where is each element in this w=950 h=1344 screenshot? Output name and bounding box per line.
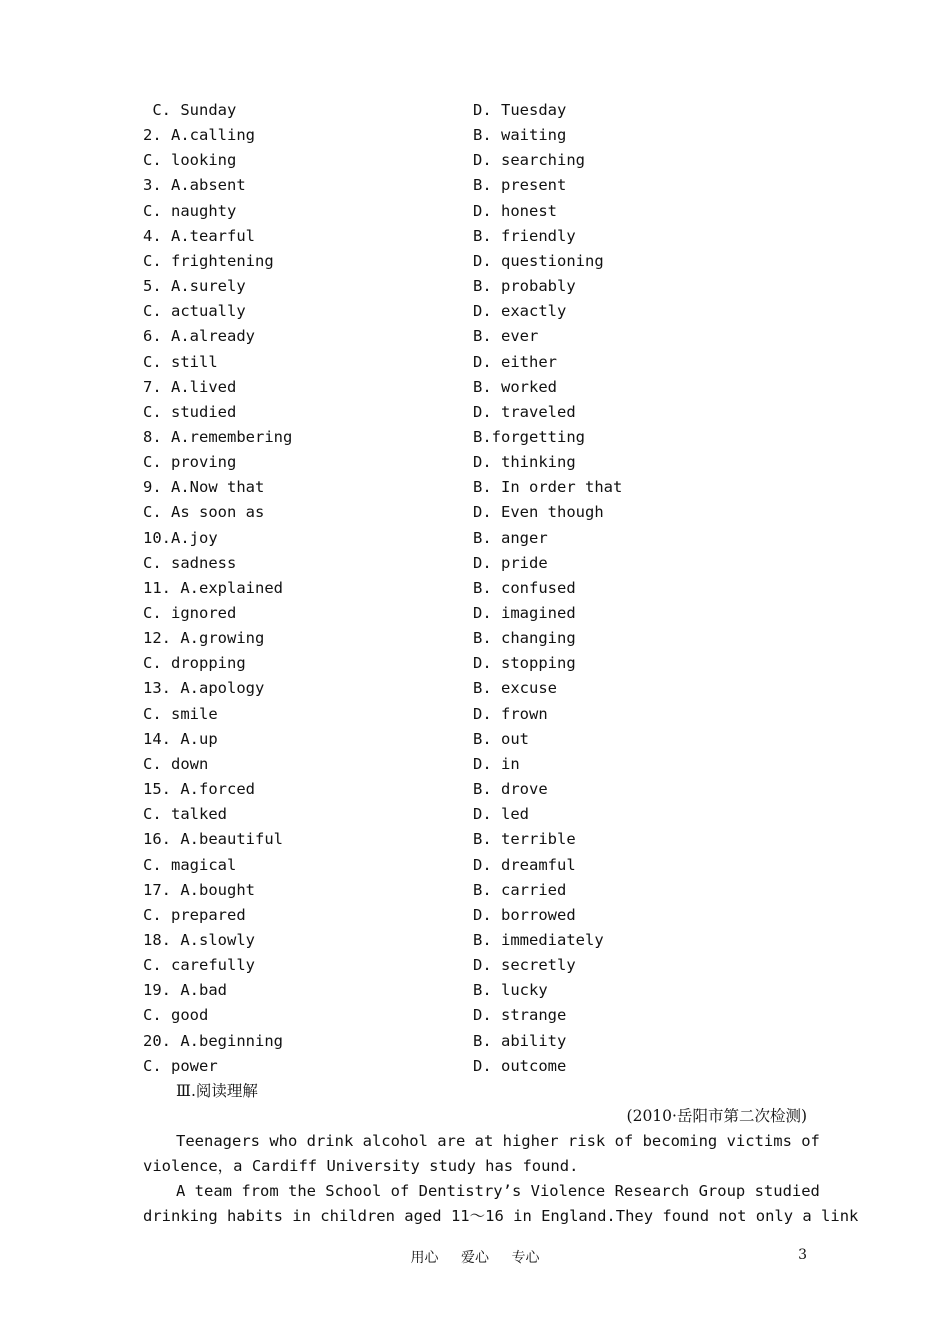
option-row <box>143 978 823 1003</box>
option-left: 8. A.remembering <box>143 427 293 446</box>
option-right: B. waiting <box>473 126 567 145</box>
option-left: C. looking <box>143 151 237 170</box>
option-right: D. stopping <box>473 654 576 673</box>
option-right: B. anger <box>473 528 548 547</box>
option-row <box>143 400 823 425</box>
option-right: B. present <box>473 176 567 195</box>
option-row <box>143 450 823 475</box>
option-row <box>143 601 823 626</box>
option-row <box>143 551 823 576</box>
option-left: C. proving <box>143 453 237 472</box>
passage-line-2: violence，a Cardiff University study has found. <box>143 1157 579 1175</box>
option-left: 9. A.Now that <box>143 478 265 497</box>
option-left: C. power <box>143 1056 218 1075</box>
option-right: B. carried <box>473 880 567 899</box>
option-left: 20. A.beginning <box>143 1031 283 1050</box>
option-row <box>143 576 823 601</box>
option-right: B. drove <box>473 780 548 799</box>
footer-motto: 用心 爱心 专心 <box>410 1250 540 1266</box>
option-row <box>143 375 823 400</box>
option-row <box>143 224 823 249</box>
option-row <box>143 199 823 224</box>
option-left: 13. A.apology <box>143 679 265 698</box>
option-row <box>143 299 823 324</box>
option-right: D. Tuesday <box>473 101 567 119</box>
option-left: C. Sunday <box>143 101 237 119</box>
option-left: C. carefully <box>143 956 255 975</box>
option-right: B. excuse <box>473 679 557 698</box>
option-row <box>143 928 823 953</box>
option-row <box>143 274 823 299</box>
option-left: C. As soon as <box>143 503 265 522</box>
option-right: B. out <box>473 729 529 748</box>
option-left: C. dropping <box>143 654 246 673</box>
option-row <box>143 953 823 978</box>
option-left: C. down <box>143 754 209 773</box>
option-left: 4. A.tearful <box>143 226 255 245</box>
option-right: D. thinking <box>473 453 576 472</box>
option-right: B. probably <box>473 277 576 296</box>
option-right: D. honest <box>473 201 557 220</box>
option-left: C. ignored <box>143 604 237 622</box>
option-right: D. strange <box>473 1006 567 1025</box>
option-row <box>143 1029 823 1054</box>
passage-line-4: drinking habits in children aged 11～16 in England.They found not only a link <box>143 1207 859 1225</box>
option-row <box>143 475 823 500</box>
option-row <box>143 324 823 349</box>
option-left: 3. A.absent <box>143 176 246 195</box>
option-row <box>143 777 823 802</box>
option-left: C. smile <box>143 704 218 723</box>
option-right: B. confused <box>473 578 576 597</box>
option-left: 12. A.growing <box>143 629 265 648</box>
option-row <box>143 676 823 701</box>
option-right: D. dreamful <box>473 855 576 874</box>
option-row <box>143 123 823 148</box>
option-left: 5. A.surely <box>143 277 246 296</box>
option-right: D. traveled <box>473 402 576 421</box>
option-right: B. In order that <box>473 478 623 497</box>
option-right: B.forgetting <box>473 427 585 446</box>
option-row <box>143 500 823 525</box>
option-left: 6. A.already <box>143 327 255 346</box>
option-right: B. ability <box>473 1031 567 1050</box>
page-number: 3 <box>798 1247 807 1263</box>
option-left: 15. A.forced <box>143 780 255 799</box>
option-left: 16. A.beautiful <box>143 830 283 849</box>
option-left: 2. A.calling <box>143 126 255 145</box>
option-right: B. friendly <box>473 226 576 245</box>
option-right: D. led <box>473 805 529 824</box>
option-right: B. terrible <box>473 830 576 849</box>
option-left: C. sadness <box>143 553 237 572</box>
option-row <box>143 827 823 852</box>
option-left: 10.A.joy <box>143 528 218 547</box>
option-left: C. naughty <box>143 201 237 220</box>
passage-line-3: A team from the School of Dentistry’s Violence Research Group studied <box>176 1182 820 1200</box>
option-row <box>143 878 823 903</box>
option-right: D. Even though <box>473 503 604 522</box>
option-left: C. frightening <box>143 251 274 270</box>
option-right: D. frown <box>473 704 548 723</box>
option-right: D. secretly <box>473 956 576 975</box>
option-right: B. changing <box>473 629 576 648</box>
option-row <box>143 727 823 752</box>
option-left: C. prepared <box>143 905 246 924</box>
option-left: C. studied <box>143 402 237 421</box>
option-row <box>143 98 823 123</box>
option-left: C. good <box>143 1006 209 1025</box>
option-right: D. questioning <box>473 251 604 270</box>
option-right: D. exactly <box>473 302 567 321</box>
option-right: D. pride <box>473 553 548 572</box>
option-left: 19. A.bad <box>143 981 227 1000</box>
section-heading: Ⅲ.阅读理解 <box>176 1082 258 1100</box>
option-left: C. talked <box>143 805 227 824</box>
passage-line-1: Teenagers who drink alcohol are at higher risk of becoming victims of <box>176 1132 820 1150</box>
option-row <box>143 752 823 777</box>
option-row <box>143 903 823 928</box>
option-row <box>143 526 823 551</box>
option-right: B. lucky <box>473 981 548 1000</box>
option-left: C. magical <box>143 855 237 874</box>
option-right: B. ever <box>473 327 539 346</box>
option-right: B. worked <box>473 377 557 396</box>
option-left: 11. A.explained <box>143 578 283 597</box>
option-row <box>143 853 823 878</box>
option-right: D. imagined <box>473 604 576 622</box>
option-row <box>143 626 823 651</box>
option-row <box>143 425 823 450</box>
option-left: C. still <box>143 352 218 371</box>
passage-source: (2010·岳阳市第二次检测) <box>626 1107 807 1125</box>
option-left: C. actually <box>143 302 246 321</box>
option-row <box>143 651 823 676</box>
option-right: D. outcome <box>473 1056 567 1075</box>
option-row <box>143 802 823 827</box>
option-left: 7. A.lived <box>143 377 237 396</box>
option-row <box>143 350 823 375</box>
option-row <box>143 173 823 198</box>
option-row <box>143 1054 823 1079</box>
option-right: B. immediately <box>473 930 604 949</box>
option-right: D. in <box>473 754 520 773</box>
option-left: 18. A.slowly <box>143 930 255 949</box>
option-right: D. borrowed <box>473 905 576 924</box>
option-left: 14. A.up <box>143 729 218 748</box>
option-row <box>143 148 823 173</box>
option-right: D. searching <box>473 151 585 170</box>
option-row <box>143 249 823 274</box>
option-row <box>143 1003 823 1028</box>
option-row <box>143 702 823 727</box>
option-left: 17. A.bought <box>143 880 255 899</box>
option-right: D. either <box>473 352 557 371</box>
